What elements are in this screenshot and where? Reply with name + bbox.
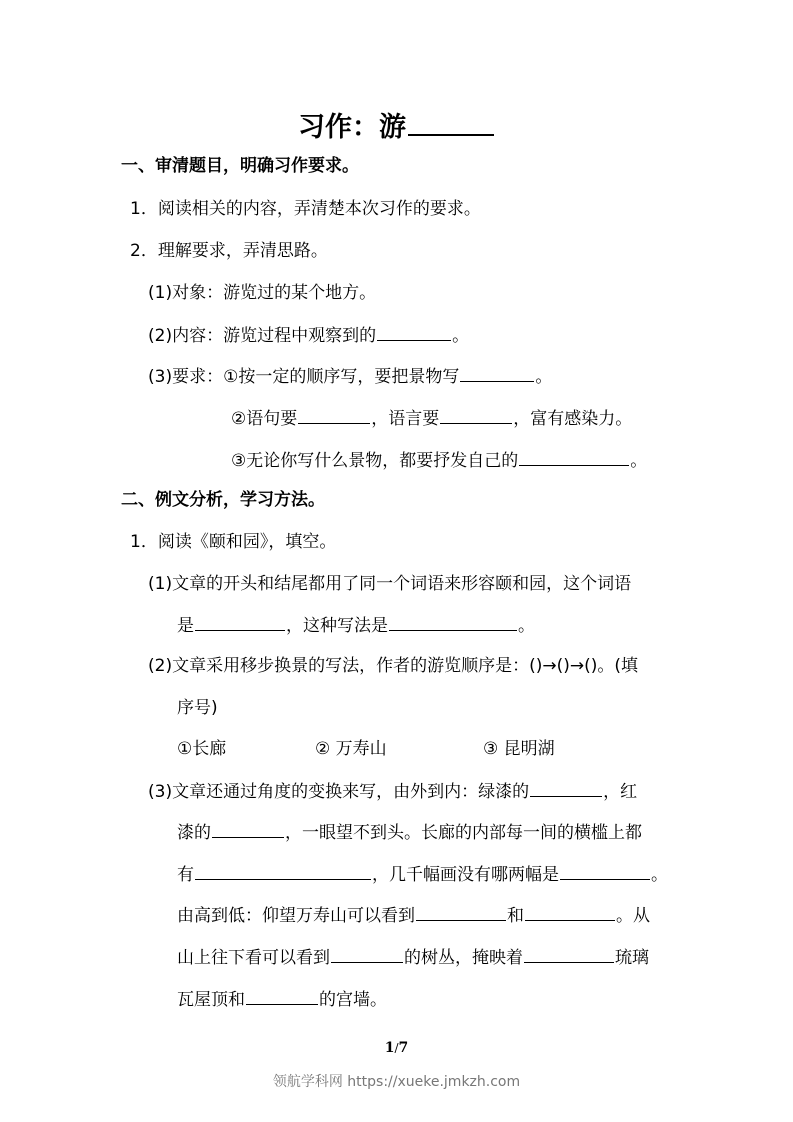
- question2-line2: 序号): [177, 698, 218, 718]
- q3-l4-mid: 和: [507, 906, 524, 926]
- section2-item1: 1．阅读《颐和园》，填空。: [130, 532, 337, 552]
- section1-item1: 1．阅读相关的内容，弄清楚本次习作的要求。: [130, 199, 481, 219]
- q1-text-a: 是: [177, 616, 194, 636]
- q3-l4-text: 由高到低：仰望万寿山可以看到: [177, 906, 415, 926]
- sub3-3-text: ③无论你写什么景物，都要抒发自己的: [231, 451, 519, 471]
- q3-l3-end: 。: [651, 865, 668, 885]
- sub3-blank[interactable]: [460, 365, 534, 382]
- question3-line4: [177, 904, 650, 927]
- q3-l6-text: 瓦屋顶和: [177, 990, 245, 1010]
- section2-heading: 二、例文分析，学习方法。: [121, 490, 325, 510]
- q3-l5-blank1[interactable]: [331, 946, 403, 963]
- q1-text-b: ，这种写法是: [286, 616, 388, 636]
- page-total: 7: [398, 1040, 409, 1056]
- q3-l4-end: 。从: [616, 906, 650, 926]
- page-title: [0, 108, 793, 146]
- option-3: ③ 昆明湖: [483, 739, 555, 759]
- q3-l4-blank1[interactable]: [416, 904, 506, 921]
- sub3-2-blank2[interactable]: [440, 407, 512, 424]
- q3-l1-blank[interactable]: [530, 780, 602, 797]
- q1-blank1[interactable]: [195, 614, 285, 631]
- sub2-text: (2)内容：游览过程中观察到的: [148, 326, 377, 346]
- q3-l4-blank2[interactable]: [525, 904, 615, 921]
- sub3-2-end: ，富有感染力。: [513, 409, 633, 429]
- page-number: [0, 1040, 793, 1056]
- q3-l3-blank1[interactable]: [195, 863, 371, 880]
- question3-line3: [177, 863, 668, 886]
- q3-l6-end: 的宫墙。: [319, 990, 387, 1010]
- sub3-text: (3)要求：①按一定的顺序写，要把景物写: [148, 367, 460, 387]
- sub2-end: 。: [452, 326, 470, 346]
- question1-line1: (1)文章的开头和结尾都用了同一个词语来形容颐和园，这个词语: [148, 574, 632, 594]
- q3-l1-end: ，红: [603, 782, 638, 802]
- section1-sub3-3: [231, 449, 647, 472]
- section1-sub2: [148, 324, 469, 347]
- question3-line6: [177, 988, 387, 1011]
- option-2: ② 万寿山: [315, 739, 387, 759]
- q3-l3-blank2[interactable]: [560, 863, 650, 880]
- section1-item2: 2．理解要求，弄清思路。: [130, 241, 328, 261]
- q3-l6-blank[interactable]: [246, 988, 318, 1005]
- question3-line1: [148, 780, 637, 803]
- title-blank[interactable]: [408, 108, 494, 136]
- sub3-3-end: 。: [630, 451, 648, 471]
- question2-options: [177, 738, 555, 760]
- question3-line5: [177, 946, 649, 969]
- q3-l3-mid: ，几千幅画没有哪两幅是: [372, 865, 559, 885]
- section1-heading: 一、审清题目，明确习作要求。: [121, 156, 359, 176]
- q3-l2-blank[interactable]: [212, 821, 284, 838]
- footer-watermark: 领航学科网 https://xueke.jmkzh.com: [272, 1074, 521, 1090]
- sub2-blank[interactable]: [377, 324, 451, 341]
- section1-sub3: [148, 365, 552, 388]
- sub3-3-blank[interactable]: [519, 449, 629, 466]
- section1-sub3-2: [231, 407, 632, 430]
- q1-blank2[interactable]: [389, 614, 517, 631]
- page-current: 1: [384, 1040, 395, 1056]
- sub3-2-mid: ，语言要: [371, 409, 440, 429]
- q3-l5-text: 山上往下看可以看到: [177, 948, 330, 968]
- q3-l2-end: ，一眼望不到头。长廊的内部每一间的横槛上都: [285, 823, 642, 843]
- q3-l1-text: (3)文章还通过角度的变换来写，由外到内：绿漆的: [148, 782, 530, 802]
- q3-l5-mid: 的树丛，掩映着: [404, 948, 523, 968]
- sub3-2-blank1[interactable]: [298, 407, 370, 424]
- q3-l5-end: 琉璃: [615, 948, 649, 968]
- q3-l3-text: 有: [177, 865, 194, 885]
- section1-sub1: (1)对象：游览过的某个地方。: [148, 283, 377, 303]
- option-1: ①长廊: [177, 739, 227, 759]
- question2-line1: (2)文章采用移步换景的写法，作者的游览顺序是：()→()→()。(填: [148, 656, 638, 676]
- sub3-2-text: ②语句要: [231, 409, 298, 429]
- q3-l2-text: 漆的: [177, 823, 211, 843]
- sub3-end: 。: [535, 367, 553, 387]
- question1-line2: [177, 614, 535, 637]
- question3-line2: [177, 821, 642, 844]
- q1-text-c: 。: [518, 616, 535, 636]
- page-separator: /: [394, 1041, 399, 1055]
- title-text: 习作：游: [298, 112, 406, 143]
- q3-l5-blank2[interactable]: [524, 946, 614, 963]
